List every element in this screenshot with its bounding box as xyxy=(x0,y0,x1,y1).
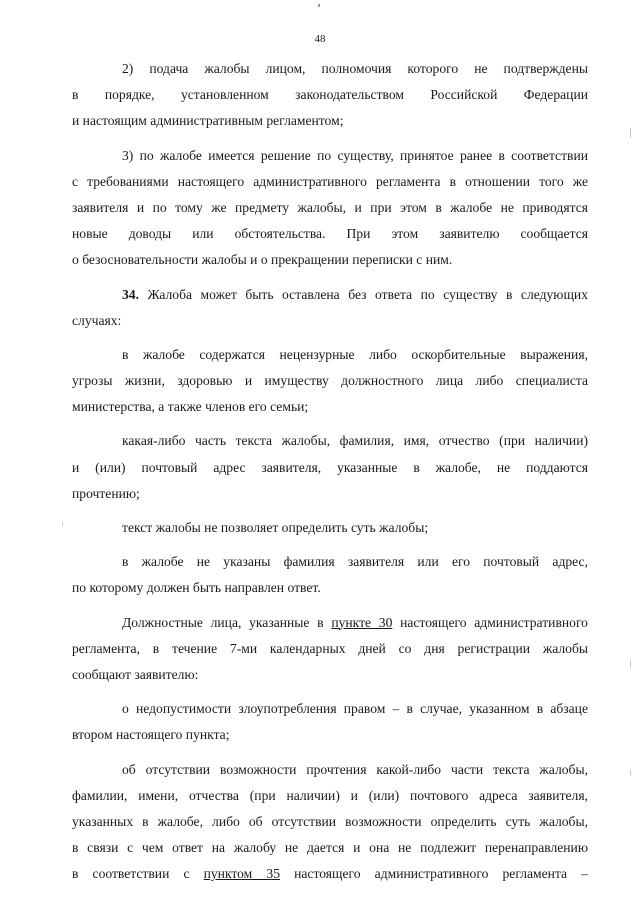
scan-edge-mark xyxy=(630,660,631,668)
text-span: настоящего административного регламента – xyxy=(280,866,588,882)
scan-edge-mark xyxy=(630,128,631,138)
text-line: прочтению; xyxy=(72,485,140,501)
reference-link[interactable]: пунктом 35 xyxy=(203,866,280,882)
reference-link[interactable]: пункте 30 xyxy=(331,614,393,630)
text-line: какая-либо часть текста жалобы, фамилия, имя, отчество (при наличии) xyxy=(122,433,588,449)
text-line xyxy=(72,610,588,636)
text-line: заявителя и по тому же предмету жалобы, и при этом в жалобе не приводятся xyxy=(72,199,588,215)
scan-edge-mark xyxy=(62,522,63,526)
text-span: в соответствии с xyxy=(72,866,204,882)
item-number: 34. xyxy=(122,286,139,302)
text-line: и настоящим административным регламентом; xyxy=(72,113,344,129)
text-line: случаях: xyxy=(72,312,122,328)
text-line: регламента, в течение 7-ми календарных дней со дня регистрации жалобы xyxy=(72,640,588,656)
text-line: об отсутствии возможности прочтения какой-либо части текста жалобы, xyxy=(122,761,588,777)
text-span: настоящего административного xyxy=(392,614,588,630)
text-line: в жалобе содержатся нецензурные либо оскорбительные выражения, xyxy=(122,346,588,362)
text-line: текст жалобы не позволяет определить суть жалобы; xyxy=(122,520,429,535)
text-line: угрозы жизни, здоровью и имуществу должностного лица либо специалиста xyxy=(72,373,588,389)
text-line: в жалобе не указаны фамилия заявителя или его почтовый адрес, xyxy=(122,554,588,570)
text-span: Должностные лица, указанные в xyxy=(122,614,332,630)
text-line: о безосновательности жалобы и о прекращении переписки с ним. xyxy=(72,252,453,268)
page-number: 48 xyxy=(314,33,326,45)
text-line: с требованиями настоящего административного регламента в отношении того же xyxy=(72,173,588,189)
text-line: указанных в жалобе, либо об отсутствии возможности определить суть жалобы, xyxy=(72,813,588,829)
text-line: 3) по жалобе имеется решение по существу, принятое ранее в соответствии xyxy=(122,147,588,163)
document-body xyxy=(72,56,588,887)
text-line: и (или) почтовый адрес заявителя, указанные в жалобе, не поддаются xyxy=(72,459,588,475)
text-line: о недопустимости злоупотребления правом – в случае, указанном в абзаце xyxy=(122,701,588,717)
text-line: новые доводы или обстоятельства. При этом заявителю сообщается xyxy=(72,226,588,242)
text-line: в порядке, установленном законодательством Российской Федерации xyxy=(72,87,588,103)
scan-edge-mark xyxy=(630,770,631,776)
text-line: министерства, а также членов его семьи; xyxy=(72,399,309,415)
text-span: Жалоба может быть оставлена без ответа по существу в следующих xyxy=(139,286,588,302)
text-line xyxy=(72,861,588,887)
text-line xyxy=(72,282,588,308)
text-line: сообщают заявителю: xyxy=(72,666,199,682)
scan-mark xyxy=(318,4,320,7)
text-line: 2) подача жалобы лицом, полномочия которого не подтверждены xyxy=(122,61,588,76)
text-line: фамилии, имени, отчества (при наличии) и (или) почтового адреса заявителя, xyxy=(72,787,588,803)
text-line: по которому должен быть направлен ответ. xyxy=(72,580,321,596)
text-line: втором настоящего пункта; xyxy=(72,727,230,743)
text-line: в связи с чем ответ на жалобу не дается и она не подлежит перенаправлению xyxy=(72,840,588,856)
